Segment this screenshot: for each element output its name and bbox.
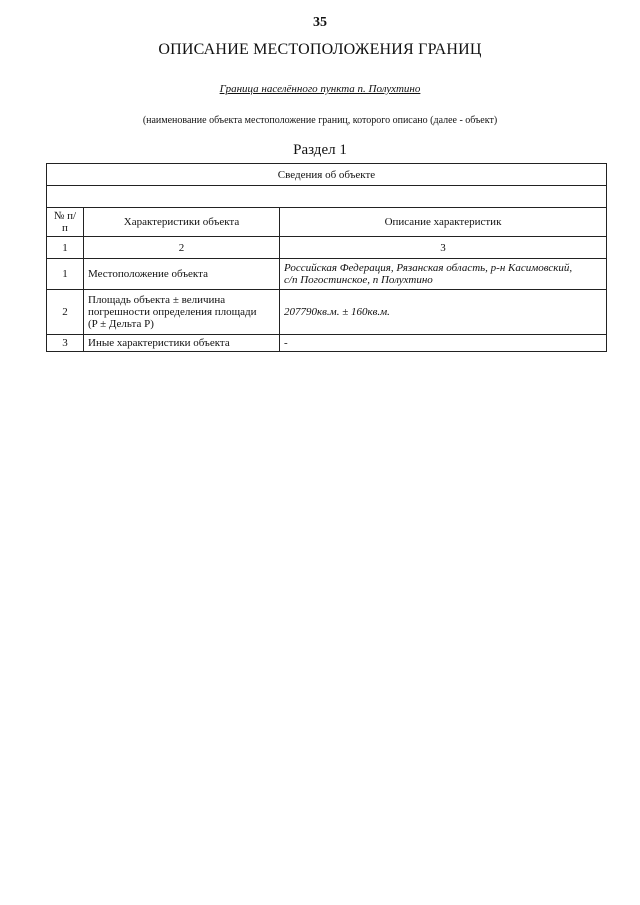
row-characteristic-line: (P ± Дельта P) — [88, 318, 154, 330]
row-characteristic-line: Площадь объекта ± величина — [88, 294, 226, 306]
row-num: 3 — [47, 335, 84, 352]
row-num: 1 — [47, 259, 84, 290]
row-characteristic: Местоположение объекта — [84, 259, 280, 290]
object-caption: (наименование объекта местоположение границ, которого описано (далее - объект) — [142, 115, 498, 126]
row-num: 2 — [47, 290, 84, 335]
table-row — [47, 335, 607, 352]
section-title: Раздел 1 — [293, 142, 347, 158]
header-characteristic: Характеристики объекта — [84, 208, 280, 237]
table-row — [47, 290, 607, 335]
row-characteristic-line: погрешности определения площади — [88, 306, 257, 318]
row-description: 207790кв.м. ± 160кв.м. — [280, 290, 607, 335]
object-info-table — [46, 163, 607, 352]
object-name — [0, 83, 640, 95]
table-caption: Сведения об объекте — [47, 164, 607, 186]
row-description — [280, 259, 607, 290]
table-caption-row — [47, 164, 607, 186]
table-spacer — [47, 186, 607, 208]
table-header-row — [47, 208, 607, 237]
header-description: Описание характеристик — [280, 208, 607, 237]
row-characteristic — [84, 290, 280, 335]
table-colnum-row — [47, 237, 607, 259]
document-title: ОПИСАНИЕ МЕСТОПОЛОЖЕНИЯ ГРАНИЦ — [158, 41, 482, 58]
object-name-text: Граница населённого пункта п. Полухтино — [219, 83, 421, 95]
colnum-3: 3 — [280, 237, 607, 259]
row-description-line: с/п Погостинское, п Полухтино — [284, 274, 433, 286]
colnum-1: 1 — [47, 237, 84, 259]
row-characteristic: Иные характеристики объекта — [84, 335, 280, 352]
page-number: 35 — [313, 15, 327, 30]
colnum-2: 2 — [84, 237, 280, 259]
row-description: - — [280, 335, 607, 352]
header-num: № п/п — [47, 208, 84, 237]
row-description-line: Российская Федерация, Рязанская область, р-н Касимовский, — [284, 262, 573, 274]
table-spacer-row — [47, 186, 607, 208]
table-row — [47, 259, 607, 290]
